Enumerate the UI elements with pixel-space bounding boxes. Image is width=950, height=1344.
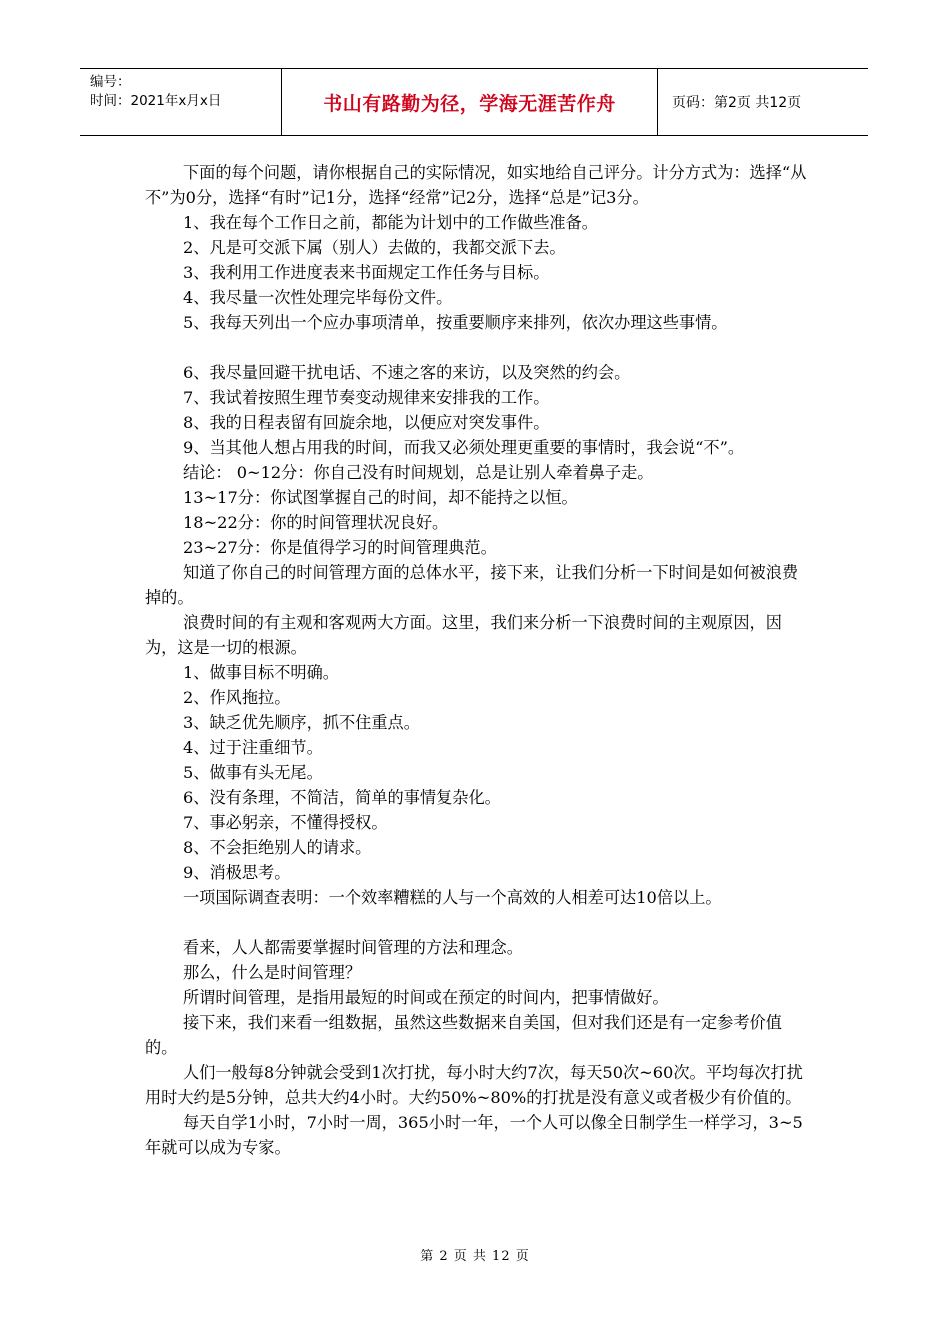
reason-item: 7、事必躬亲，不懂得授权。 [183, 813, 388, 832]
paragraph: 知道了你自己的时间管理方面的总体水平，接下来，让我们分析一下时间是如何被浪费掉的。 [145, 563, 799, 607]
document-time-label: 时间：2021年x月x日 [90, 93, 222, 109]
header-page-info: 页码：第2页 共12页 [672, 95, 802, 111]
header-meta [80, 69, 282, 135]
reason-item: 2、作风拖拉。 [183, 688, 291, 707]
reason-item: 6、没有条理，不简洁，简单的事情复杂化。 [183, 788, 501, 807]
paragraph: 看来，人人都需要掌握时间管理的方法和理念。 [183, 938, 523, 957]
question-item: 2、凡是可交派下属（别人）去做的，我都交派下去。 [183, 238, 566, 257]
paragraph: 每天自学1小时，7小时一周，365小时一年，一个人可以像全日制学生一样学习，3~5年就可以成为专家。 [145, 1113, 803, 1157]
paragraph: 那么，什么是时间管理？ [183, 963, 362, 982]
document-number-label: 编号： [90, 74, 131, 90]
blank-line [145, 910, 810, 935]
paragraph: 一项国际调查表明：一个效率糟糕的人与一个高效的人相差可达10倍以上。 [183, 888, 722, 907]
header-motto: 书山有路勤为径，学海无涯苦作舟 [282, 69, 658, 135]
question-item: 1、我在每个工作日之前，都能为计划中的工作做些准备。 [183, 213, 598, 232]
page-footer: 第 2 页 共 12 页 [420, 1249, 530, 1264]
question-item: 3、我利用工作进度表来书面规定工作任务与目标。 [183, 263, 550, 282]
reason-item: 5、做事有头无尾。 [183, 763, 323, 782]
paragraph: 所谓时间管理，是指用最短的时间或在预定的时间内，把事情做好。 [183, 988, 669, 1007]
page-header [80, 68, 868, 136]
question-item: 8、我的日程表留有回旋余地，以便应对突发事件。 [183, 413, 550, 432]
conclusion-line: 13~17分：你试图掌握自己的时间，却不能持之以恒。 [183, 488, 578, 507]
paragraph: 接下来，我们来看一组数据，虽然这些数据来自美国，但对我们还是有一定参考价值的。 [145, 1013, 782, 1057]
conclusion-line: 18~22分：你的时间管理状况良好。 [183, 513, 449, 532]
reason-item: 3、缺乏优先顺序，抓不住重点。 [183, 713, 420, 732]
paragraph: 浪费时间的有主观和客观两大方面。这里，我们来分析一下浪费时间的主观原因，因为，这是一切的根源。 [145, 613, 782, 657]
reason-item: 4、过于注重细节。 [183, 738, 323, 757]
document-body [145, 160, 810, 1160]
question-item: 6、我尽量回避干扰电话、不速之客的来访，以及突然的约会。 [183, 363, 631, 382]
blank-line [145, 335, 810, 360]
reason-item: 8、不会拒绝别人的请求。 [183, 838, 372, 857]
paragraph: 下面的每个问题，请你根据自己的实际情况，如实地给自己评分。计分方式为：选择“从不”为0分，选择“有时”记1分，选择“经常”记2分，选择“总是”记3分。 [145, 163, 807, 207]
reason-item: 9、消极思考。 [183, 863, 291, 882]
question-item: 9、当其他人想占用我的时间，而我又必须处理更重要的事情时，我会说“不”。 [183, 438, 745, 457]
question-item: 5、我每天列出一个应办事项清单，按重要顺序来排列，依次办理这些事情。 [183, 313, 728, 332]
conclusion-line: 23~27分：你是值得学习的时间管理典范。 [183, 538, 497, 557]
question-item: 7、我试着按照生理节奏变动规律来安排我的工作。 [183, 388, 550, 407]
reason-item: 1、做事目标不明确。 [183, 663, 339, 682]
paragraph: 人们一般每8分钟就会受到1次打扰，每小时大约7次，每天50次~60次。平均每次打扰用时大约是5分钟，总共大约4小时。大约50%~80%的打扰是没有意义或者极少有价值的。 [145, 1063, 803, 1107]
question-item: 4、我尽量一次性处理完毕每份文件。 [183, 288, 453, 307]
conclusion-line: 结论： 0~12分：你自己没有时间规划，总是让别人牵着鼻子走。 [183, 463, 654, 482]
